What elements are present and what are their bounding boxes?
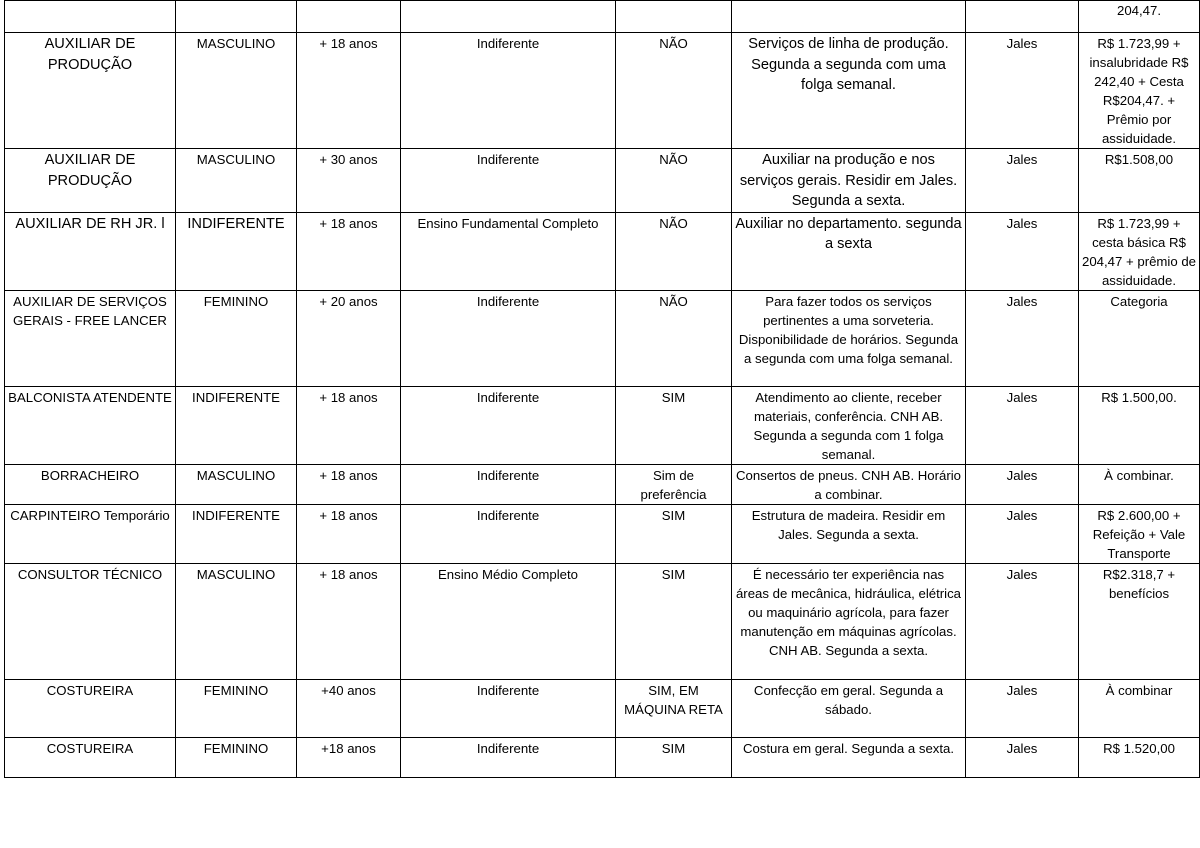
experiencia-cell: SIM, EM MÁQUINA RETA	[616, 679, 732, 737]
escolaridade-cell: Indiferente	[401, 464, 616, 504]
experiencia-cell: Sim de preferência	[616, 464, 732, 504]
idade-cell: +40 anos	[297, 679, 401, 737]
idade-cell: + 18 anos	[297, 504, 401, 563]
experiencia-cell: SIM	[616, 504, 732, 563]
salario-cell: R$ 1.723,99 + cesta básica R$ 204,47 + prêmio de assiduidade.	[1079, 212, 1200, 290]
cargo-cell: AUXILIAR DE SERVIÇOS GERAIS - FREE LANCER	[5, 290, 176, 386]
cargo-cell	[5, 1, 176, 33]
escolaridade-cell: Indiferente	[401, 290, 616, 386]
job-listings-table	[4, 0, 1200, 778]
cidade-cell: Jales	[966, 679, 1079, 737]
cidade-cell	[966, 1, 1079, 33]
idade-cell: + 18 anos	[297, 563, 401, 679]
escolaridade-cell: Indiferente	[401, 33, 616, 149]
cargo-cell: COSTUREIRA	[5, 737, 176, 777]
escolaridade-cell: Indiferente	[401, 504, 616, 563]
cidade-cell: Jales	[966, 504, 1079, 563]
salario-cell: R$ 1.500,00.	[1079, 386, 1200, 464]
sexo-cell	[176, 1, 297, 33]
experiencia-cell: NÃO	[616, 33, 732, 149]
salario-cell: R$ 1.723,99 + insalubridade R$ 242,40 + Cesta R$204,47. + Prêmio por assiduidade.	[1079, 33, 1200, 149]
descricao-cell: É necessário ter experiência nas áreas de mecânica, hidráulica, elétrica ou maquinário agrícola, para fazer manutenção em máquinas agrícolas. CNH AB. Segunda a sexta.	[732, 563, 966, 679]
cidade-cell: Jales	[966, 386, 1079, 464]
cidade-cell: Jales	[966, 212, 1079, 290]
escolaridade-cell: Ensino Fundamental Completo	[401, 212, 616, 290]
salario-cell: À combinar	[1079, 679, 1200, 737]
sexo-cell: FEMININO	[176, 737, 297, 777]
descricao-cell: Serviços de linha de produção. Segunda a segunda com uma folga semanal.	[732, 33, 966, 149]
table-row	[5, 679, 1200, 737]
table-row	[5, 464, 1200, 504]
descricao-cell: Confecção em geral. Segunda a sábado.	[732, 679, 966, 737]
sexo-cell: MASCULINO	[176, 464, 297, 504]
cargo-cell: AUXILIAR DE PRODUÇÃO	[5, 33, 176, 149]
descricao-cell: Estrutura de madeira. Residir em Jales. Segunda a sexta.	[732, 504, 966, 563]
idade-cell	[297, 1, 401, 33]
sexo-cell: MASCULINO	[176, 563, 297, 679]
experiencia-cell: NÃO	[616, 212, 732, 290]
salario-cell: R$ 2.600,00 + Refeição + Vale Transporte	[1079, 504, 1200, 563]
escolaridade-cell: Indiferente	[401, 149, 616, 213]
cargo-cell: CONSULTOR TÉCNICO	[5, 563, 176, 679]
cidade-cell: Jales	[966, 464, 1079, 504]
cargo-cell: BORRACHEIRO	[5, 464, 176, 504]
salario-cell: R$1.508,00	[1079, 149, 1200, 213]
table-row	[5, 290, 1200, 386]
cidade-cell: Jales	[966, 33, 1079, 149]
cargo-cell: CARPINTEIRO Temporário	[5, 504, 176, 563]
salario-cell: 204,47.	[1079, 1, 1200, 33]
escolaridade-cell: Indiferente	[401, 737, 616, 777]
experiencia-cell: NÃO	[616, 149, 732, 213]
experiencia-cell: NÃO	[616, 290, 732, 386]
descricao-cell: Para fazer todos os serviços pertinentes a uma sorveteria. Disponibilidade de horários. Segunda a segunda com uma folga semanal.	[732, 290, 966, 386]
sexo-cell: MASCULINO	[176, 149, 297, 213]
table-row	[5, 1, 1200, 33]
sexo-cell: MASCULINO	[176, 33, 297, 149]
escolaridade-cell: Indiferente	[401, 386, 616, 464]
sexo-cell: INDIFERENTE	[176, 504, 297, 563]
experiencia-cell: SIM	[616, 386, 732, 464]
table-row	[5, 563, 1200, 679]
descricao-cell: Costura em geral. Segunda a sexta.	[732, 737, 966, 777]
table-row	[5, 737, 1200, 777]
table-row	[5, 386, 1200, 464]
salario-cell: R$2.318,7 + benefícios	[1079, 563, 1200, 679]
idade-cell: + 20 anos	[297, 290, 401, 386]
salario-cell: Categoria	[1079, 290, 1200, 386]
cargo-cell: AUXILIAR DE PRODUÇÃO	[5, 149, 176, 213]
table-row	[5, 149, 1200, 213]
cidade-cell: Jales	[966, 290, 1079, 386]
idade-cell: +18 anos	[297, 737, 401, 777]
cargo-cell: BALCONISTA ATENDENTE	[5, 386, 176, 464]
escolaridade-cell: Indiferente	[401, 679, 616, 737]
cargo-cell: COSTUREIRA	[5, 679, 176, 737]
idade-cell: + 18 anos	[297, 464, 401, 504]
sexo-cell: INDIFERENTE	[176, 212, 297, 290]
descricao-cell: Consertos de pneus. CNH AB. Horário a combinar.	[732, 464, 966, 504]
idade-cell: + 18 anos	[297, 212, 401, 290]
table-row	[5, 33, 1200, 149]
table-row	[5, 504, 1200, 563]
salario-cell: À combinar.	[1079, 464, 1200, 504]
cidade-cell: Jales	[966, 563, 1079, 679]
escolaridade-cell: Ensino Médio Completo	[401, 563, 616, 679]
sexo-cell: FEMININO	[176, 290, 297, 386]
experiencia-cell	[616, 1, 732, 33]
table-row	[5, 212, 1200, 290]
descricao-cell: Auxiliar na produção e nos serviços gerais. Residir em Jales. Segunda a sexta.	[732, 149, 966, 213]
idade-cell: + 18 anos	[297, 33, 401, 149]
cidade-cell: Jales	[966, 149, 1079, 213]
idade-cell: + 30 anos	[297, 149, 401, 213]
experiencia-cell: SIM	[616, 563, 732, 679]
descricao-cell: Auxiliar no departamento. segunda a sexta	[732, 212, 966, 290]
idade-cell: + 18 anos	[297, 386, 401, 464]
salario-cell: R$ 1.520,00	[1079, 737, 1200, 777]
sexo-cell: INDIFERENTE	[176, 386, 297, 464]
descricao-cell: Atendimento ao cliente, receber materiais, conferência. CNH AB. Segunda a segunda com 1 folga semanal.	[732, 386, 966, 464]
cargo-cell: AUXILIAR DE RH JR. l	[5, 212, 176, 290]
experiencia-cell: SIM	[616, 737, 732, 777]
escolaridade-cell	[401, 1, 616, 33]
descricao-cell	[732, 1, 966, 33]
cidade-cell: Jales	[966, 737, 1079, 777]
sexo-cell: FEMININO	[176, 679, 297, 737]
